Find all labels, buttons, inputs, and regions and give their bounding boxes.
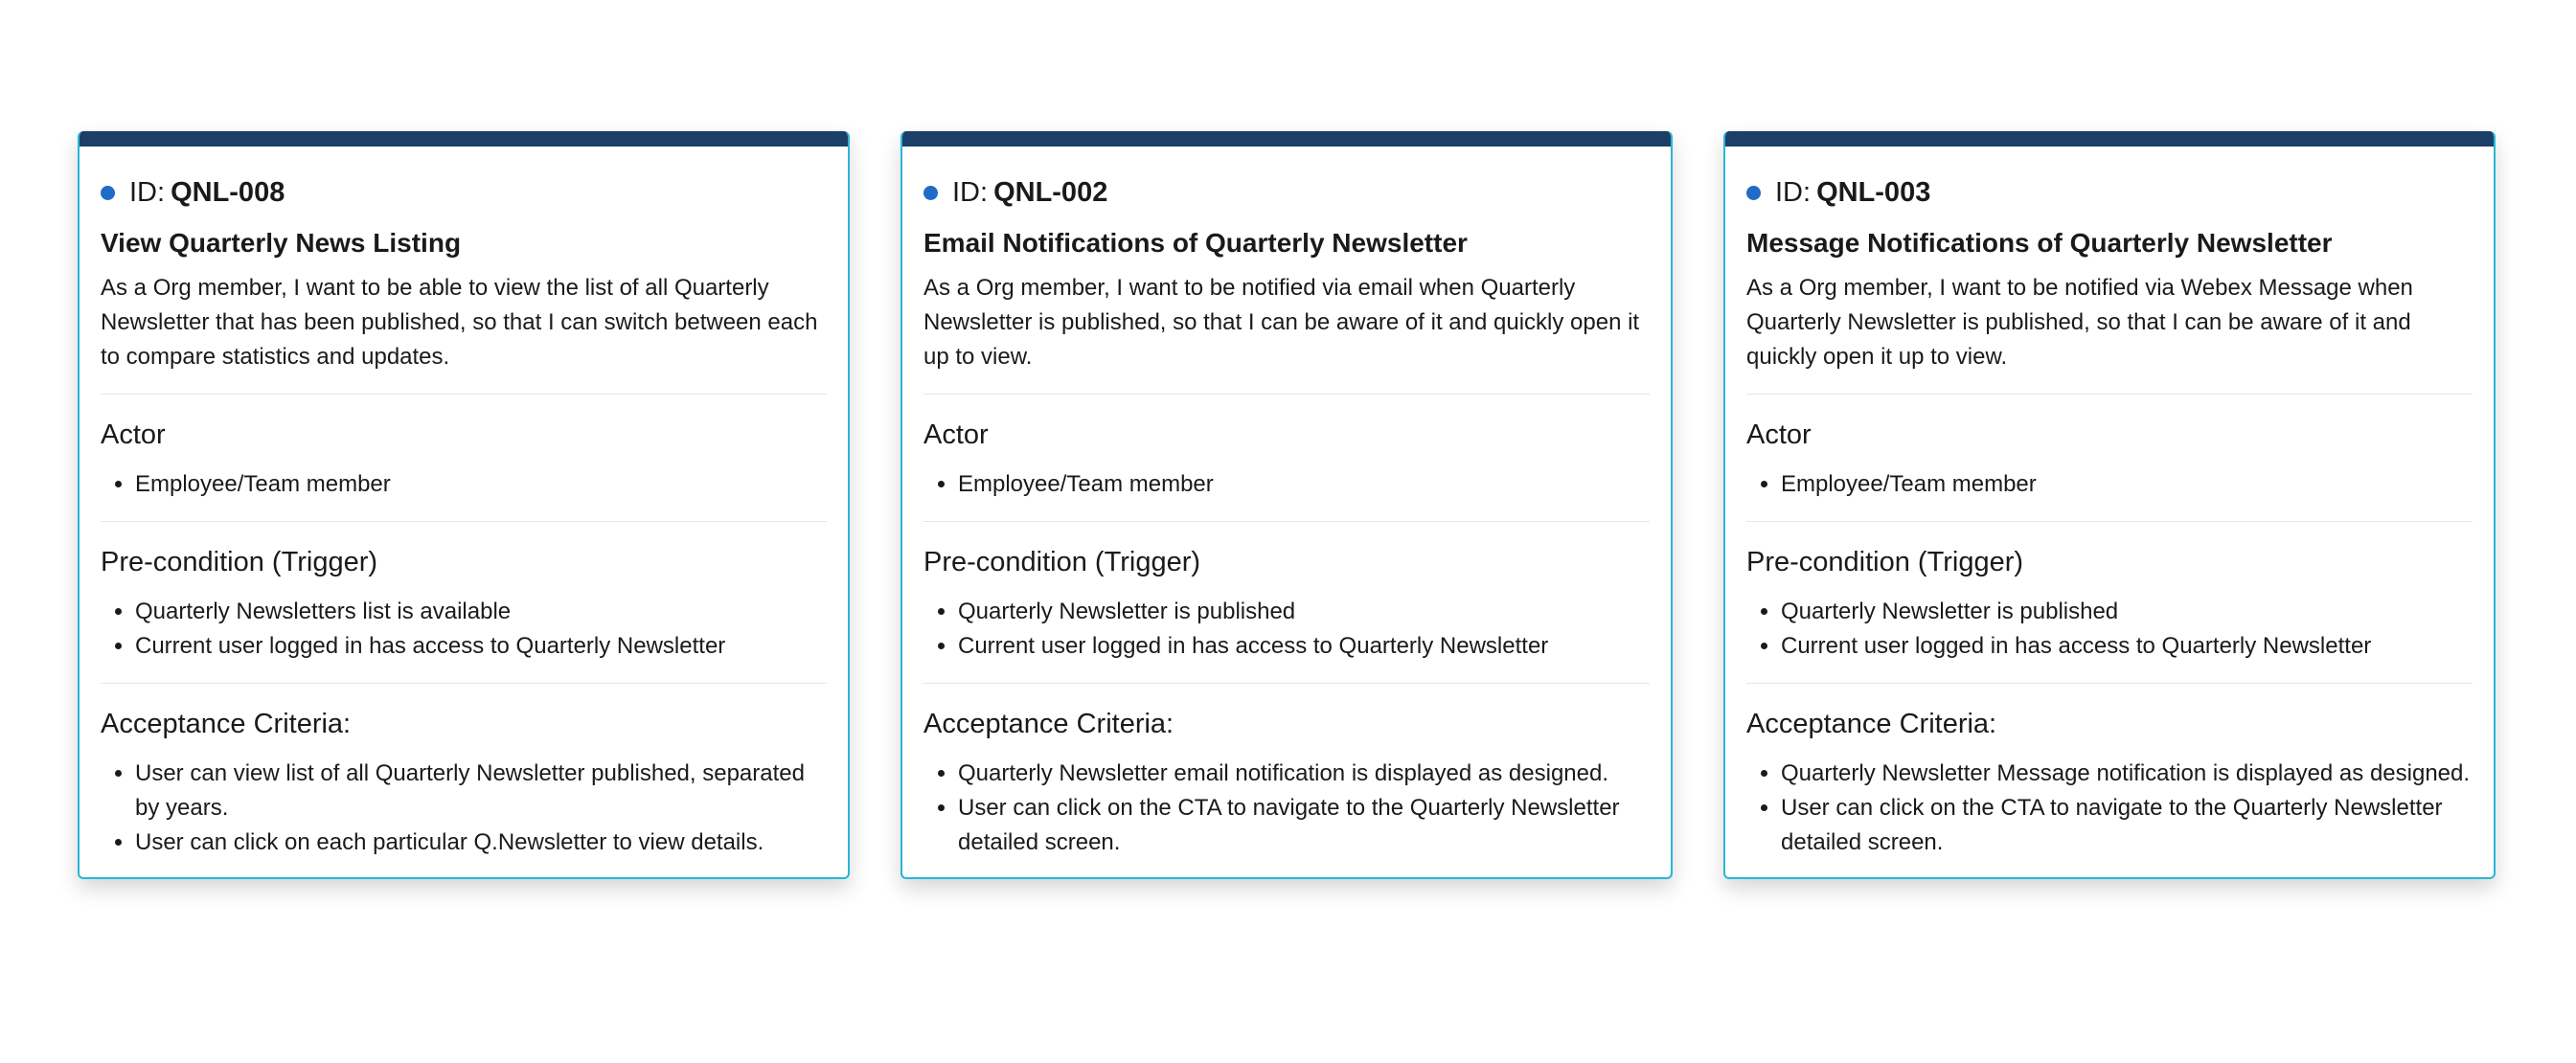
story-title: Message Notifications of Quarterly Newsletter: [1746, 228, 2333, 258]
card-body: [80, 147, 848, 877]
story-id-label: ID:: [1775, 177, 1812, 208]
divider: [1746, 683, 2473, 684]
acceptance-heading: Acceptance Criteria:: [1746, 709, 1997, 739]
actor-list: [1746, 467, 2473, 502]
list-item: • User can click on the CTA to navigate to the Quarterly Newsletter detailed screen.: [958, 791, 1650, 860]
acceptance-heading: Acceptance Criteria:: [923, 709, 1174, 739]
story-description: As a Org member, I want to be notified via email when Quarterly Newsletter is published, so that I can be aware of it and quickly open it up to view.: [923, 275, 1640, 370]
actor-heading: Actor: [923, 419, 989, 450]
list-item: • User can click on the CTA to navigate to the Quarterly Newsletter detailed screen.: [1781, 791, 2473, 860]
story-id-value: QNL-003: [1816, 177, 1931, 208]
list-item: • Quarterly Newsletter Message notification is displayed as designed.: [1781, 757, 2473, 791]
story-id-label: ID:: [952, 177, 989, 208]
card-body: [902, 147, 1671, 877]
card-topbar: [1725, 131, 2494, 147]
list-item: • Current user logged in has access to Quarterly Newsletter: [1781, 629, 2473, 664]
story-id-value: QNL-008: [171, 177, 285, 208]
story-card: [900, 131, 1673, 879]
precondition-list: [923, 595, 1650, 664]
precondition-list: [1746, 595, 2473, 664]
list-item: • User can click on each particular Q.Newsletter to view details.: [135, 826, 827, 860]
acceptance-list: [1746, 757, 2473, 860]
story-id-row: [1746, 173, 2473, 212]
list-item: • Quarterly Newsletter is published: [958, 595, 1650, 629]
actor-heading: Actor: [101, 419, 166, 450]
list-item: • User can view list of all Quarterly Newsletter published, separated by years.: [135, 757, 827, 826]
actor-heading: Actor: [1746, 419, 1812, 450]
precondition-heading: Pre-condition (Trigger): [1746, 547, 2024, 577]
actor-list: [923, 467, 1650, 502]
precondition-heading: Pre-condition (Trigger): [923, 547, 1201, 577]
list-item: • Quarterly Newsletters list is available: [135, 595, 827, 629]
precondition-list: [101, 595, 827, 664]
story-id-row: [923, 173, 1650, 212]
list-item: • Employee/Team member: [958, 467, 1650, 502]
story-card: [1723, 131, 2496, 879]
bullet-dot-icon: [923, 186, 938, 200]
list-item: • Current user logged in has access to Quarterly Newsletter: [958, 629, 1650, 664]
bullet-dot-icon: [1746, 186, 1761, 200]
divider: [1746, 394, 2473, 395]
list-item: • Quarterly Newsletter email notification is displayed as designed.: [958, 757, 1650, 791]
card-body: [1725, 147, 2494, 877]
divider: [101, 521, 827, 522]
story-id-label: ID:: [129, 177, 166, 208]
divider: [101, 683, 827, 684]
acceptance-heading: Acceptance Criteria:: [101, 709, 352, 739]
acceptance-list: [923, 757, 1650, 860]
card-topbar: [80, 131, 848, 147]
story-id-row: [101, 173, 827, 212]
story-title: View Quarterly News Listing: [101, 228, 462, 258]
precondition-heading: Pre-condition (Trigger): [101, 547, 378, 577]
story-description: As a Org member, I want to be able to view the list of all Quarterly Newsletter that has been published, so that I can switch between each to compare statistics and updates.: [101, 275, 818, 370]
story-id-value: QNL-002: [993, 177, 1108, 208]
story-card: [78, 131, 850, 879]
list-item: • Quarterly Newsletter is published: [1781, 595, 2473, 629]
story-title: Email Notifications of Quarterly Newsletter: [923, 228, 1468, 258]
card-topbar: [902, 131, 1671, 147]
divider: [923, 521, 1650, 522]
actor-list: [101, 467, 827, 502]
list-item: • Employee/Team member: [1781, 467, 2473, 502]
story-description: As a Org member, I want to be notified via Webex Message when Quarterly Newsletter is published, so that I can be aware of it and quickly open it up to view.: [1746, 275, 2413, 370]
divider: [1746, 521, 2473, 522]
divider: [923, 683, 1650, 684]
divider: [101, 394, 827, 395]
acceptance-list: [101, 757, 827, 860]
divider: [923, 394, 1650, 395]
list-item: • Current user logged in has access to Quarterly Newsletter: [135, 629, 827, 664]
list-item: • Employee/Team member: [135, 467, 827, 502]
bullet-dot-icon: [101, 186, 115, 200]
